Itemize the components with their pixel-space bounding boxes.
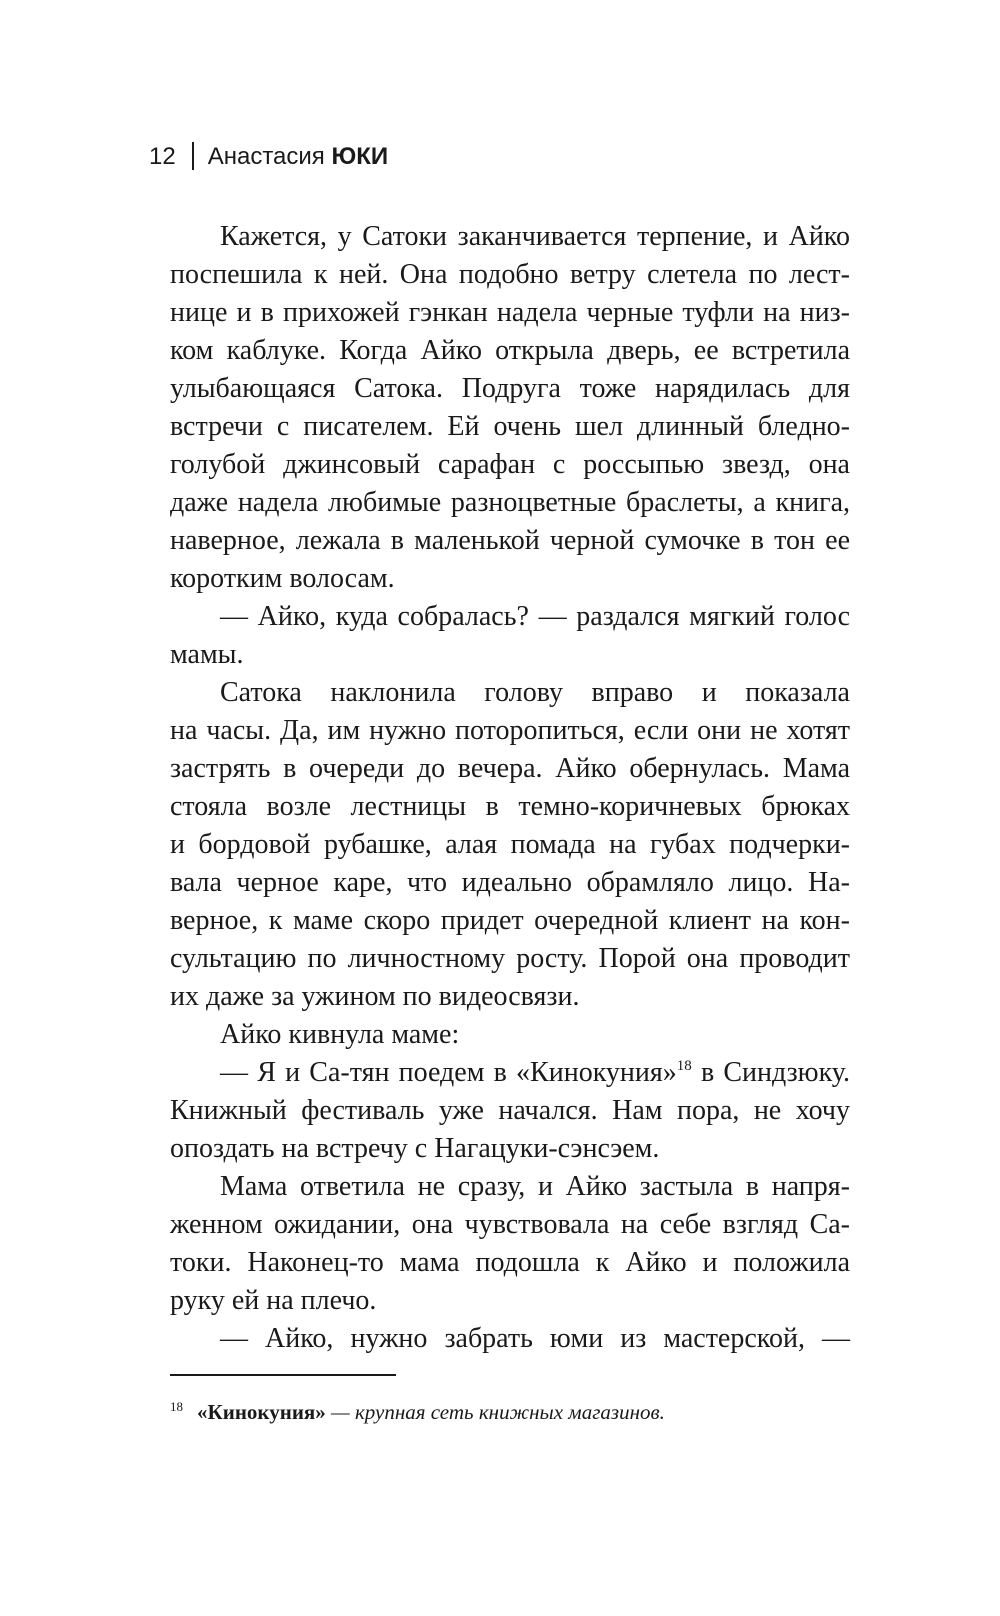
text-line-with-footnote-ref — [170, 1054, 850, 1092]
text-line: женном ожидании, она чувствовала на себе взгляд Са- — [170, 1209, 850, 1240]
text-line: ком каблуке. Когда Айко открыла дверь, ее встретила — [170, 335, 850, 366]
running-head — [149, 142, 388, 172]
text-line: Книжный фестиваль уже начался. Нам пора, не хочу — [170, 1095, 850, 1126]
text-line: их даже за ужином по видеосвязи. — [170, 981, 580, 1012]
footnote — [170, 1393, 850, 1426]
text-line: наверное, лежала в маленькой черной сумочке в тон ее — [170, 525, 850, 556]
text-line: поспешила к ней. Она подобно ветру слетела по лест- — [170, 259, 850, 290]
paragraph-4 — [170, 1016, 850, 1054]
text-line: Сатока наклонила голову вправо и показала — [220, 677, 850, 708]
text-line: Мама ответила не сразу, и Айко застыла в напря- — [220, 1171, 850, 1202]
text-line: на часы. Да, им нужно поторопиться, если они не хотят — [170, 715, 850, 746]
footnote-term: «Кинокуния» — [197, 1400, 326, 1424]
paragraph-3 — [170, 674, 850, 1016]
text-line: руку ей на плечо. — [170, 1285, 377, 1316]
text-line: опоздать на встречу с Нагацуки-сэнсэем. — [170, 1133, 660, 1164]
header-separator — [192, 142, 194, 170]
paragraph-1 — [170, 218, 850, 598]
text-line: верное, к маме скоро придет очередной клиент на кон- — [170, 905, 850, 936]
author-first-name: Анастасия — [207, 143, 325, 170]
text-line: улыбающаяся Сатока. Подруга тоже нарядилась для — [170, 373, 850, 404]
text-line: — Айко, нужно забрать юми из мастерской, — — [220, 1323, 850, 1354]
text-fragment: — Я и Са-тян поедем в «Кинокуния» — [220, 1057, 677, 1088]
footnote-definition: — крупная сеть книжных магазинов. — [325, 1400, 665, 1424]
text-line: даже надела любимые разноцветные браслеты, а книга, — [170, 487, 850, 518]
paragraph-5 — [170, 1054, 850, 1168]
author-surname: ЮКИ — [331, 143, 389, 170]
text-line: застрять в очереди до вечера. Айко обернулась. Мама — [170, 753, 850, 784]
text-line: стояла возле лестницы в темно-коричневых брюках — [170, 791, 850, 822]
footnote-divider — [170, 1374, 396, 1376]
text-line: и бордовой рубашке, алая помада на губах подчерки- — [170, 829, 850, 860]
text-line: коротким волосам. — [170, 563, 395, 594]
page-number: 12 — [149, 143, 176, 170]
footnote-number: 18 — [170, 1399, 183, 1414]
text-line: мамы. — [170, 639, 244, 670]
text-line: нице и в прихожей гэнкан надела черные туфли на низ- — [170, 297, 850, 328]
paragraph-7 — [170, 1320, 850, 1358]
text-line: встречи с писателем. Ей очень шел длинный бледно- — [170, 411, 850, 442]
text-fragment: в Синдзюку. — [691, 1057, 850, 1088]
paragraph-6 — [170, 1168, 850, 1320]
text-line: вала черное каре, что идеально обрамляло лицо. На- — [170, 867, 850, 898]
text-line: сультацию по личностному росту. Порой она проводит — [170, 943, 850, 974]
footnote-reference: 18 — [676, 1058, 692, 1074]
text-line: голубой джинсовый сарафан с россыпью звезд, она — [170, 449, 850, 480]
paragraph-2 — [170, 598, 850, 674]
body-text — [170, 218, 850, 1358]
text-line: Кажется, у Сатоки заканчивается терпение, и Айко — [220, 221, 850, 252]
text-line: Айко кивнула маме: — [220, 1019, 460, 1050]
text-line: — Айко, куда собралась? — раздался мягкий голос — [220, 601, 850, 632]
text-line: токи. Наконец-то мама подошла к Айко и положила — [170, 1247, 850, 1278]
